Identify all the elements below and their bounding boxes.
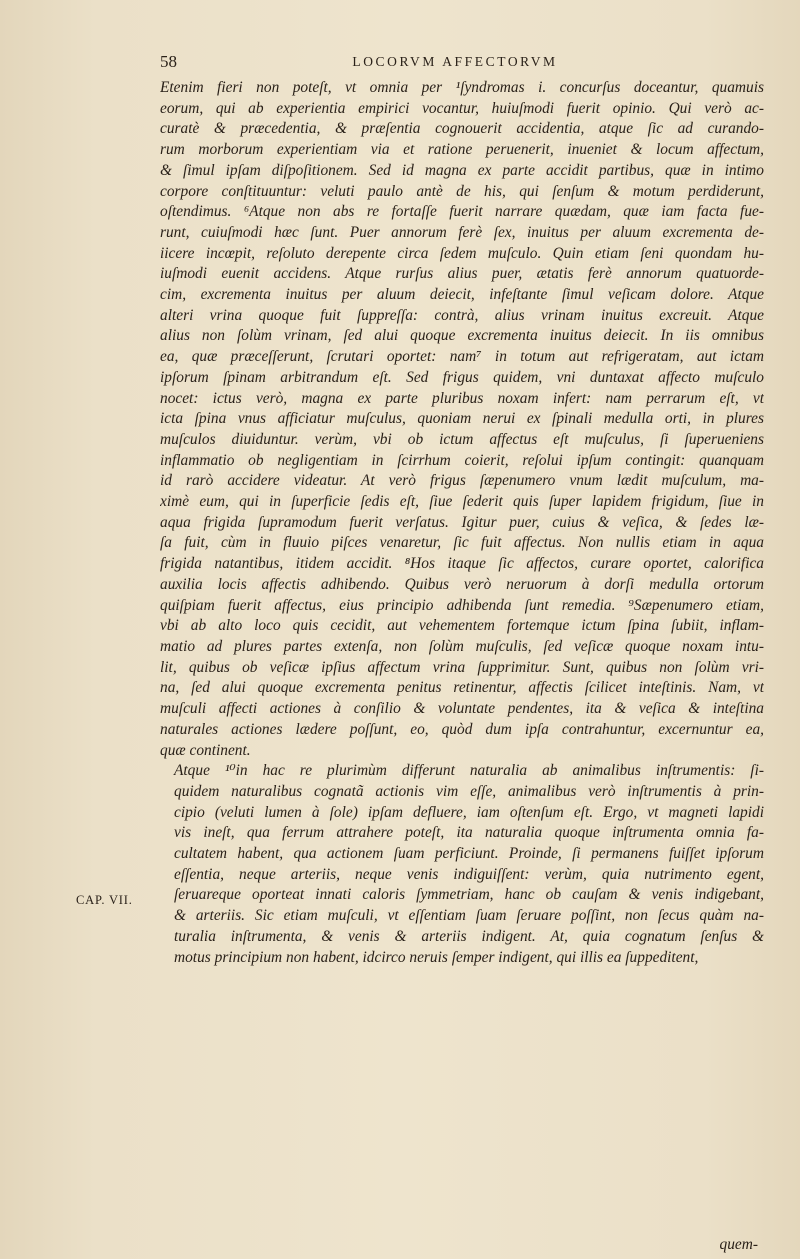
- text-line: motus principium non habent, idcirco neruis ſemper indigent, qui illis ea ſuppeditent,: [174, 948, 699, 966]
- text-line: ea, quæ præceſſerunt, ſcrutari oportet: nam⁷ in totum aut refrigeratam, aut ictam: [160, 348, 764, 366]
- text-line: na, ſed alui quoque excrementa penitus retinentur, affectis ſcilicet inteſtinis. Nam, vt: [160, 679, 764, 697]
- text-line: auxilia locis affectis adhibendo. Quibus verò neruorum à dorſi medulla ortorum: [160, 575, 764, 593]
- main-text: [160, 78, 764, 968]
- text-line: icta ſpina vnus afficiatur muſculus, quoniam nerui ex ſpinali medulla orti, in plures: [160, 410, 764, 428]
- text-line: eſſentia, neque arteriis, neque venis indiguiſſent: verùm, quia nutrimento egent,: [174, 865, 764, 883]
- catchword: quem-: [719, 1236, 758, 1253]
- page-header: [160, 52, 750, 76]
- text-line: quiſpiam fuerit affectus, eius principio adhibenda ſunt remedia. ⁹Sæpenumero etiam,: [160, 596, 764, 614]
- text-line: alius non ſolùm vrinam, ſed alui quoque excrementa inuitus deiecit. In iis omnibus: [160, 327, 764, 345]
- text-line: iuſmodi euenit accidens. Atque rurſus alius puer, ætatis ferè annorum quatuorde-: [160, 265, 764, 283]
- text-line: matio ad plures partes extenſa, non ſolùm muſculis, ſed veſicæ quoque noxam intu-: [160, 637, 764, 655]
- text-line: cultatem habent, qua actionem ſuam perficiunt. Proinde, ſi permanens fuiſſet ipſorum: [174, 845, 764, 863]
- text-line: muſculi affecti actiones à conſilio & voluntate pendentes, ita & veſica & inteſtina: [160, 700, 764, 718]
- text-line: ipſorum ſpinam arbitrandum eſt. Sed frigus quidem, vni duntaxat affecto muſculo: [160, 368, 764, 386]
- text-line: Atque ¹⁰in hac re plurimùm differunt naturalia ab animalibus inſtrumentis: ſi-: [174, 762, 764, 780]
- text-line: id rarò accidere videatur. At verò frigus ſæpenumero vnum lædit muſculum, ma-: [160, 472, 764, 490]
- text-line: corpore conſtituuntur: veluti paulo antè de his, qui ſenſum & motum perdiderunt,: [160, 182, 764, 200]
- margin-note-chapter: CAP. VII.: [76, 893, 133, 907]
- text-line: iicere incœpit, reſoluto derepente circa ſedem muſculo. Quin etiam ſeni quondam hu-: [160, 244, 764, 262]
- text-line: alteri vrina quoque fuit ſuppreſſa: contrà, alius vrinam inuitus excreuit. Atque: [160, 306, 764, 324]
- text-line: & arteriis. Sic etiam muſculi, vt eſſentiam ſuam ſeruare poſſint, non ſecus quàm na-: [174, 907, 764, 925]
- text-line: runt, cuiuſmodi hæc ſunt. Puer annorum ferè ſex, inuitus per aluum excrementa de-: [160, 223, 764, 241]
- text-line: cim, excrementa inuitus per aluum deiecit, infeſtante ſimul veſicam dolore. Atque: [160, 286, 764, 304]
- text-line: & ſimul ipſam diſpoſitionem. Sed id magna ex parte accidit partibus, quæ in intimo: [160, 161, 764, 179]
- text-line: vbi ab alto loco quis cecidit, aut vehementem fortemque ictum ſpina ſubiit, inflam-: [160, 617, 764, 635]
- text-line: frigida natantibus, itidem accidit. ⁸Hos itaque ſic affectos, curare oportet, calorifica: [160, 555, 764, 573]
- text-line: aqua frigida ſupramodum fuerit verſatus. Igitur puer, cuius & veſica, & ſedes læ-: [160, 513, 764, 531]
- text-line: nocet: ictus verò, magna ex parte pluribus noxam infert: nam perrarum eſt, vt: [160, 389, 764, 407]
- text-line: quidem naturalibus cognatã actionis vim eſſe, animalibus verò inſtrumentis à prin-: [174, 782, 764, 800]
- text-line: curatè & præcedentia, & præſentia cognouerit accidentia, atque ſic ad curando-: [160, 120, 764, 138]
- text-line: ſa fuit, cùm in fluuio piſces venaretur, ſic fuit affectus. Non nullis etiam in aqua: [160, 534, 764, 552]
- text-line: rum morborum experientiam via et ratione peruenerit, inueniet & locum affectum,: [160, 141, 764, 159]
- text-line: muſculos diuiduntur. verùm, vbi ob ictum affectus eſt muſculus, ſi ſuperueniens: [160, 430, 764, 448]
- text-line: quæ continent.: [160, 741, 251, 759]
- paragraph-1: [160, 78, 764, 761]
- text-line: turalia inſtrumenta, & venis & arteriis indigent. At, quia cognatum ſenſus &: [174, 927, 764, 945]
- page-number: 58: [160, 52, 177, 71]
- running-head: LOCORVM AFFECTORVM: [352, 54, 558, 69]
- text-line: naturales actiones lædere poſſunt, eo, quòd dum ipſa contrahuntur, excernuntur ea,: [160, 720, 764, 738]
- text-line: eorum, qui ab experientia empirici vocantur, huiuſmodi fuerit opinio. Qui verò ac-: [160, 99, 764, 117]
- text-line: ximè eum, qui in ſuperficie ſedis eſt, ſiue ſederit quis ſuper lapidem frigidum, ſiue in: [160, 493, 764, 511]
- text-line: lit, quibus ob veſicæ ipſius affectum vrina ſupprimitur. Sunt, quibus non ſolùm vri-: [160, 658, 764, 676]
- text-line: inflammatio ob negligentiam in ſcirrhum coierit, reſolui ipſum contingit: quanquam: [160, 451, 764, 469]
- text-line: Etenim fieri non poteſt, vt omnia per ¹ſyndromas i. concurſus doceantur, quamuis: [160, 79, 764, 96]
- text-line: cipio (veluti lumen à ſole) ipſam defluere, iam oſtenſum eſt. Ergo, vt magneti lapidi: [174, 803, 764, 821]
- text-line: ſeruareque oporteat innati caloris ſymmetriam, hanc ob cauſam & venis indigebant,: [174, 886, 764, 904]
- text-line: oſtendimus. ⁶Atque non abs re fortaſſe fuerit narrare quædam, quæ iam facta fue-: [160, 203, 764, 221]
- text-line: vis ineſt, qua ferrum attrahere poteſt, ita naturalia quoque inſtrumenta omnia fa-: [174, 824, 764, 842]
- paragraph-2: [160, 761, 764, 968]
